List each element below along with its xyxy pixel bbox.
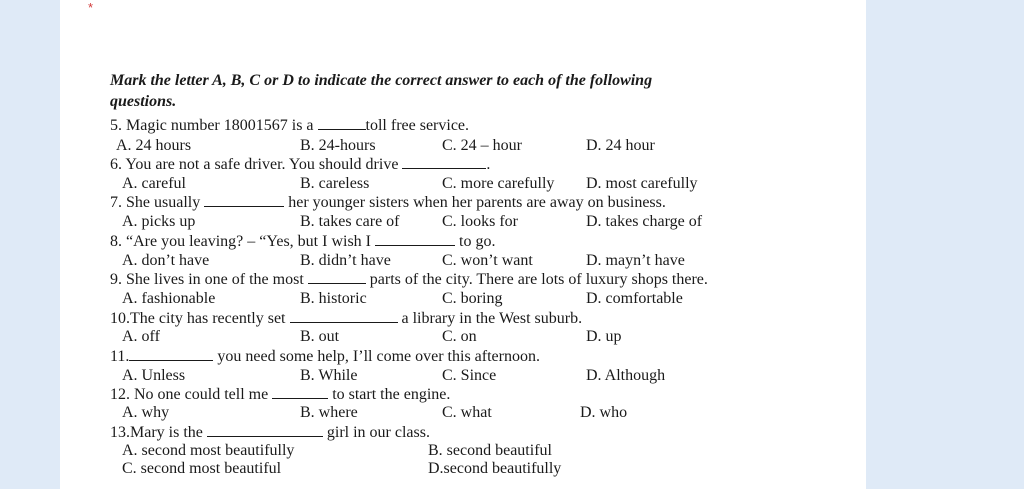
- question-text: 13.Mary is the: [110, 424, 207, 441]
- question-text: 5. Magic number 18001567 is a: [110, 117, 318, 134]
- question-10: [110, 309, 582, 328]
- option-a: A. careful: [122, 175, 186, 192]
- option-b: B. historic: [300, 290, 367, 307]
- answer-blank: [207, 423, 323, 437]
- question-text: 8. “Are you leaving? – “Yes, but I wish I: [110, 233, 375, 250]
- question-text: her younger sisters when her parents are away on business.: [284, 194, 666, 211]
- question-9: [110, 270, 708, 289]
- option-d: D. takes charge of: [586, 213, 703, 230]
- option-b: B. 24-hours: [300, 137, 376, 154]
- option-c: C. Since: [442, 367, 497, 384]
- option-b: B. where: [300, 404, 358, 421]
- option-a: A. Unless: [122, 367, 186, 384]
- option-b: B. While: [300, 367, 358, 384]
- option-a: A. 24 hours: [116, 137, 192, 154]
- question-text: 11.: [110, 348, 130, 365]
- option-c: C. 24 – hour: [442, 137, 522, 154]
- question-text: toll free service.: [365, 117, 470, 134]
- answer-blank: [318, 116, 366, 130]
- option-c: C. boring: [442, 290, 503, 307]
- required-asterisk: *: [88, 0, 94, 15]
- option-d: D. mayn’t have: [586, 252, 685, 269]
- question-7: [110, 193, 666, 212]
- question-6: [110, 155, 490, 174]
- option-d: D. up: [586, 328, 622, 345]
- option-d: D. Although: [586, 367, 666, 384]
- answer-blank: [290, 309, 398, 323]
- option-c: C. on: [442, 328, 477, 345]
- question-text: .: [486, 156, 491, 173]
- question-text: 9. She lives in one of the most: [110, 271, 308, 288]
- option-b: B. didn’t have: [300, 252, 391, 269]
- option-d: D. 24 hour: [586, 137, 655, 154]
- question-text: girl in our class.: [322, 424, 430, 441]
- answer-blank: [272, 385, 328, 399]
- option-b: B. second beautiful: [428, 442, 552, 459]
- question-text: 7. She usually: [110, 194, 205, 211]
- option-a: A. second most beautifully: [122, 442, 295, 459]
- question-11: [110, 347, 540, 366]
- answer-blank: [375, 232, 455, 246]
- option-c: C. second most beautiful: [122, 460, 282, 477]
- instruction-line-2: questions.: [110, 93, 177, 110]
- option-c: C. what: [442, 404, 492, 421]
- option-a: A. why: [122, 404, 170, 421]
- question-12: [110, 385, 450, 404]
- question-text: 12. No one could tell me: [110, 386, 273, 403]
- option-d: D. who: [580, 404, 628, 421]
- option-a: A. off: [122, 328, 160, 345]
- option-c: C. won’t want: [442, 252, 533, 269]
- question-text: you need some help, I’ll come over this afternoon.: [213, 348, 540, 365]
- question-8: [110, 232, 495, 251]
- answer-blank: [308, 270, 366, 284]
- option-c: C. more carefully: [442, 175, 555, 192]
- answer-blank: [129, 347, 213, 361]
- option-b: B. takes care of: [300, 213, 400, 230]
- question-13: [110, 423, 430, 442]
- option-a: A. picks up: [122, 213, 196, 230]
- option-d: D. comfortable: [586, 290, 683, 307]
- option-d: D. most carefully: [586, 175, 698, 192]
- answer-blank: [204, 193, 284, 207]
- option-a: A. fashionable: [122, 290, 216, 307]
- option-c: C. looks for: [442, 213, 518, 230]
- question-text: 10.The city has recently set: [110, 310, 290, 327]
- question-text: 6. You are not a safe driver. You should drive: [110, 156, 403, 173]
- option-a: A. don’t have: [122, 252, 210, 269]
- instruction-line-1: Mark the letter A, B, C or D to indicate the correct answer to each of the following: [110, 72, 653, 89]
- question-text: to go.: [455, 233, 496, 250]
- question-text: to start the engine.: [328, 386, 451, 403]
- question-text: a library in the West suburb.: [397, 310, 583, 327]
- question-5: [110, 116, 469, 135]
- option-b: B. careless: [300, 175, 370, 192]
- answer-blank: [402, 155, 486, 169]
- question-text: parts of the city. There are lots of luxury shops there.: [365, 271, 708, 288]
- option-d: D.second beautifully: [428, 460, 562, 477]
- option-b: B. out: [300, 328, 340, 345]
